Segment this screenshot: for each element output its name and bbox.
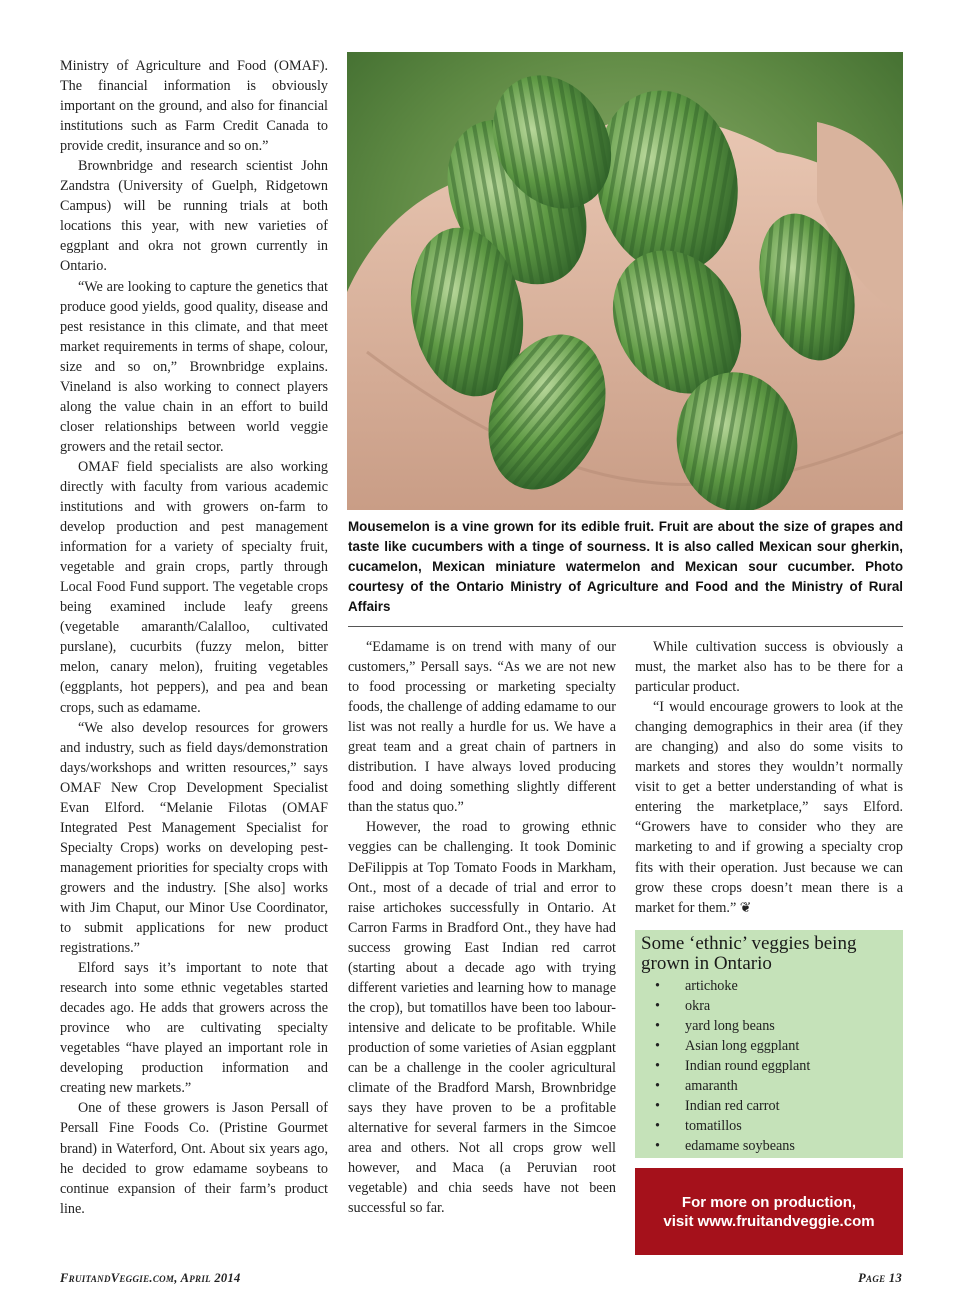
end-mark-icon: ❦ xyxy=(739,899,752,916)
promo-link[interactable]: visit www.fruitandveggie.com xyxy=(663,1212,875,1230)
paragraph: Brownbridge and research scientist John Zandstra (University of Guelph, Ridgetown Campus) will be running trials at both locations this year, with new varieties of eggplant and okra not grown currently in Ontario. xyxy=(60,158,328,275)
paragraph: OMAF field specialists are also working directly with faculty from various academic institutions and with growers on-farm to develop production and pest management information for a variety of specialty fruit, vegetable and grain crops, partly through Local Food Fund support. The vegetable crops being examined include leafy greens (vegetable amaranth/Calalloo, cultivated purslane), cucurbits (fuzzy melon, bitter melon, canary melon), fruiting vegetables (eggplants, hot peppers), and pea and bean crops, such as edamame. xyxy=(60,458,328,716)
promo-box[interactable] xyxy=(635,1168,903,1255)
list-item: • Indian round eggplant xyxy=(641,1056,897,1076)
paragraph: “We are looking to capture the genetics that produce good yields, good quality, disease and pest resistance in this climate, and that meet market requirements in terms of shape, colour, size and so on,” Brownbridge explains. Vineland is also working to connect players along the value chain in an effort to build closer relationships between world veggie growers and the retail sector. xyxy=(60,278,328,455)
caption-divider xyxy=(348,626,903,627)
paragraph: Ministry of Agriculture and Food (OMAF). The financial information is obviously important on the ground, and also for financial institutions such as Farm Credit Canada to provide credit, insurance and so on.” xyxy=(60,58,328,155)
list-item: • yard long beans xyxy=(641,1016,897,1036)
list-item: • okra xyxy=(641,996,897,1016)
sidebar-title: Some ‘ethnic’ veggies being grown in Ontario xyxy=(641,933,857,974)
mousemelon-photo-illustration xyxy=(347,52,903,510)
promo-line: For more on production, xyxy=(681,1193,857,1211)
paragraph: “Edamame is on trend with many of our customers,” Persall says. “As we are not new to food processing or marketing specialty foods, the challenge of adding edamame to our list was not really a hurdle for us. We have a great team and a great chain of partners in distribution. I have always loved producing food and doing something slightly different than the status quo.” xyxy=(348,639,616,816)
article-column-right xyxy=(635,637,903,918)
paragraph: One of these growers is Jason Persall of Persall Fine Foods Co. (Pristine Gourmet brand) in Waterford, Ont. About six years ago, he decided to grow edamame soybeans to continue expansion of their farm’s product line. xyxy=(60,1100,328,1217)
paragraph: While cultivation success is obviously a must, the market also has to be there for a particular product. xyxy=(635,639,903,696)
footer-publication: FruitandVeggie.com, April 2014 xyxy=(60,1271,241,1285)
article-column-left xyxy=(60,56,328,1219)
footer-page-number: Page 13 xyxy=(858,1271,902,1285)
paragraph: “We also develop resources for growers and industry, such as field days/demonstration days/workshops and written resources,” says OMAF New Crop Development Specialist Evan Elford. “Melanie Filotas (OMAF Integrated Pest Management Specialist for Specialty Crops) works on developing pest-management priorities for specialty crops with growers and the industry. [She also] works with Jim Chaput, our Minor Use Coordinator, to submit applications for new product registrations.” xyxy=(60,719,328,957)
ethnic-veggies-sidebar xyxy=(635,930,903,1158)
list-item: • amaranth xyxy=(641,1076,897,1096)
mousemelon-photo xyxy=(347,52,903,510)
list-item: • tomatillos xyxy=(641,1116,897,1136)
list-item: • edamame soybeans xyxy=(641,1136,897,1156)
list-item: • Indian red carrot xyxy=(641,1096,897,1116)
veggie-list xyxy=(641,976,897,1156)
article-column-middle xyxy=(348,637,616,1218)
list-item: • artichoke xyxy=(641,976,897,996)
paragraph-text: “I would encourage growers to look at the changing demographics in their area (if they are changing) and also do some visits to markets and stores they wouldn’t normally visit to get a better understanding of what is entering the marketplace,” says Elford. “Growers have to consider who they are marketing to and if growing a specialty crop fits with their operation. Just because we can grow these crops doesn’t mean there is a market for them.” xyxy=(635,699,903,916)
paragraph xyxy=(635,697,903,918)
list-item: • Asian long eggplant xyxy=(641,1036,897,1056)
photo-caption: Mousemelon is a vine grown for its edible fruit. Fruit are about the size of grapes and taste like cucumbers with a tinge of sourness. It is also called Mexican sour gherkin, cucamelon, Mexican miniature watermelon and Mexican sour cucumber. Photo courtesy of the Ontario Ministry of Agriculture and Food and the Ministry of Rural Affairs xyxy=(348,519,903,614)
paragraph: However, the road to growing ethnic veggies can be challenging. It took Dominic DeFilippis at Top Tomato Foods in Markham, Ont., most of a decade of trial and error to raise artichokes successfully in Ontario. At Carron Farms in Bradford Ont., they have had success growing East Indian red carrot (starting about a decade ago with trying different varieties and learning how to manage the crop), but tomatillos have been too labour-intensive and delicate to be profitable. While production of some varieties of Asian eggplant can be a challenge in the cooler agricultural climate of the Bradford Marsh, Brownbridge says they have proven to be a profitable alternative for several farmers in the Simcoe area and others. Not all crops grow well however, and Maca (a Peruvian root vegetable) and chia seeds have not been successful so far. xyxy=(348,819,616,1217)
paragraph: Elford says it’s important to note that research into some ethnic vegetables started decades ago. He adds that growers across the province who are cultivating specialty vegetables “have played an important role in developing production information and creating new markets.” xyxy=(60,960,328,1097)
